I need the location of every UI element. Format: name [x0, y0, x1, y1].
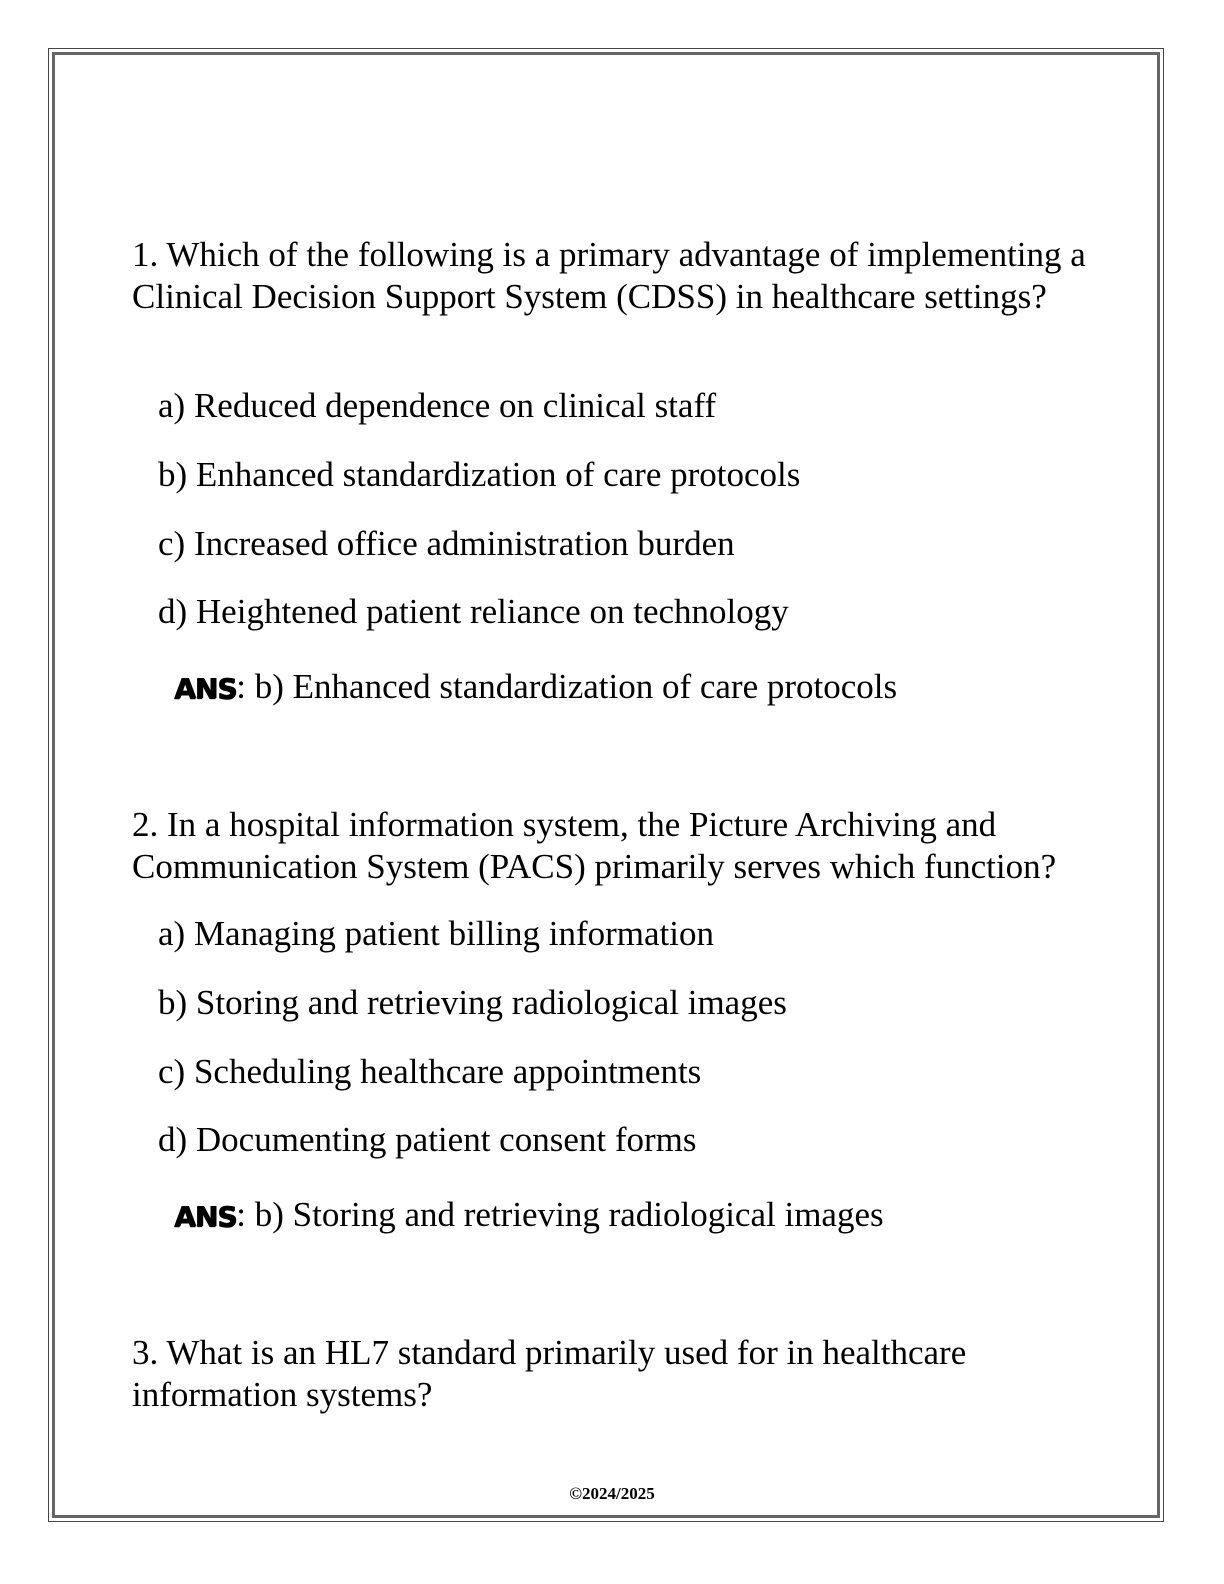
- question-2-option-d: d) Documenting patient consent forms: [158, 1120, 697, 1159]
- question-1-option-b: b) Enhanced standardization of care protocols: [158, 455, 801, 494]
- answer-text: : b) Enhanced standardization of care protocols: [236, 667, 898, 706]
- question-2-option-a: a) Managing patient billing information: [158, 914, 714, 953]
- question-2-option-b: b) Storing and retrieving radiological images: [158, 983, 787, 1022]
- question-3-stem: 3. What is an HL7 standard primarily used for in healthcare information systems?: [132, 1333, 967, 1414]
- answer-label: ANS: [174, 672, 237, 705]
- question-2-answer: [174, 1194, 884, 1238]
- question-2-stem: 2. In a hospital information system, the Picture Archiving and Communication System (PACS) primarily serves which function?: [132, 805, 1057, 886]
- question-1-answer: [174, 666, 897, 710]
- question-1-option-a: a) Reduced dependence on clinical staff: [158, 386, 717, 425]
- copyright-footer: ©2024/2025: [569, 1484, 655, 1503]
- question-1-stem: 1. Which of the following is a primary advantage of implementing a Clinical Decision Support System (CDSS) in healthcare settings?: [132, 235, 1086, 316]
- answer-label: ANS: [174, 1200, 237, 1233]
- answer-text: : b) Storing and retrieving radiological images: [236, 1195, 884, 1234]
- question-1-option-d: d) Heightened patient reliance on technology: [158, 592, 789, 631]
- question-2-option-c: c) Scheduling healthcare appointments: [158, 1052, 702, 1091]
- question-1-option-c: c) Increased office administration burden: [158, 524, 735, 563]
